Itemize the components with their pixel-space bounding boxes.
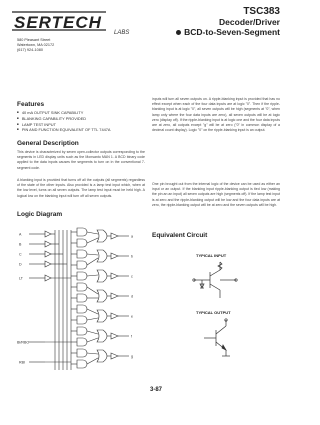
logo-text: SERTECH — [14, 13, 102, 32]
company-address — [17, 38, 54, 53]
description-paragraph: A blanking input is provided that turns off all the outputs (all segments) regardless of the state of the other inputs. Also provided is a lamp test input which, when at the low level, turns on all seven outputs. The lamp test input must be held high. A logical low on the blanking input will turn off all seven outputs. — [17, 178, 145, 198]
description-heading: General Description — [17, 140, 79, 147]
features-heading: Features — [17, 101, 45, 108]
output-label: c — [131, 274, 133, 279]
output-label: g — [131, 354, 133, 359]
features-list — [17, 110, 111, 133]
input-label: B — [19, 242, 22, 247]
input-label: RBI — [19, 360, 25, 365]
output-label: e — [131, 314, 133, 319]
device-subtitle: Decoder/Driver — [219, 17, 280, 27]
input-label: C — [19, 252, 22, 257]
output-label: b — [131, 254, 133, 259]
feature-item: ■ 40 mA OUTPUT SINK CAPABILITY — [17, 110, 111, 116]
typical-output-label: TYPICAL OUTPUT — [196, 310, 231, 315]
description-paragraph: inputs will turn all seven outputs on. A ripple-blanking input is provided that has no effect except when each of the four data inputs are at logic "0". Then if the ripple-blanking input is at logic "0", all seven outputs will be high (segments at "0", when lamp only where the four data inputs are zero), all seven outputs will be at logic zero (display off). If the ripple-blanking input is at logic one and the four data inputs are at zero, all outputs except "g" will be at zero ("0" in common display of a decimal count display). Logic "0" on the ripple-blanking input is an output. — [152, 97, 280, 133]
input-label: D — [19, 262, 22, 267]
feature-item: ■ LAMP TEST INPUT — [17, 122, 111, 128]
typical-input-circuit — [190, 260, 260, 300]
description-paragraph: This device is characterized by seven open-collector outputs corresponding to the segments in LED display units such as the Monsanto MAN 1. A BCD binary code applied to the data inputs causes the segments to turn on in the conventional 7-segment code. — [17, 150, 145, 170]
feature-item: ■ PIN AND FUNCTION EQUIVALENT OF TTL 7447A — [17, 127, 111, 133]
device-function-text: BCD-to-Seven-Segment — [184, 27, 280, 37]
bullet-icon — [176, 30, 181, 35]
logo-suffix: LABS — [114, 30, 130, 36]
input-label: A — [19, 232, 22, 237]
company-logo — [10, 8, 140, 36]
part-number: TSC383 — [243, 6, 280, 17]
typical-input-label: TYPICAL INPUT — [196, 253, 227, 258]
address-line: 580 Pleasant Street — [17, 38, 51, 42]
output-label: d — [131, 294, 133, 299]
logic-diagram-heading: Logic Diagram — [17, 211, 63, 218]
output-label: f — [131, 334, 132, 339]
feature-item: ■ BLANKING CAPABILITY PROVIDED — [17, 116, 111, 122]
address-line: Watertown, MA 02172 — [17, 43, 55, 47]
device-function — [176, 27, 280, 37]
typical-output-circuit — [200, 318, 250, 358]
equivalent-circuit-heading: Equivalent Circuit — [152, 232, 208, 239]
page-number: 3-87 — [150, 387, 163, 393]
input-label: BI/RBO — [17, 340, 30, 345]
address-line: (617) 924-1080 — [17, 48, 43, 52]
input-label: LT — [19, 276, 23, 281]
logic-diagram — [17, 222, 145, 382]
output-label: a — [131, 234, 133, 239]
description-paragraph: One pin brought out from the internal logic of the device can be used as either an input or an output. If the blanking input ripple-blanking output is tied low (making the pin an an input) all seven outputs are high (segments off). If the lamp test input is at zero and the ripple-blanking output will be low and the four data inputs are at zero, the ripple-blanking output will be at zero and the seven outputs will be high. — [152, 182, 280, 207]
